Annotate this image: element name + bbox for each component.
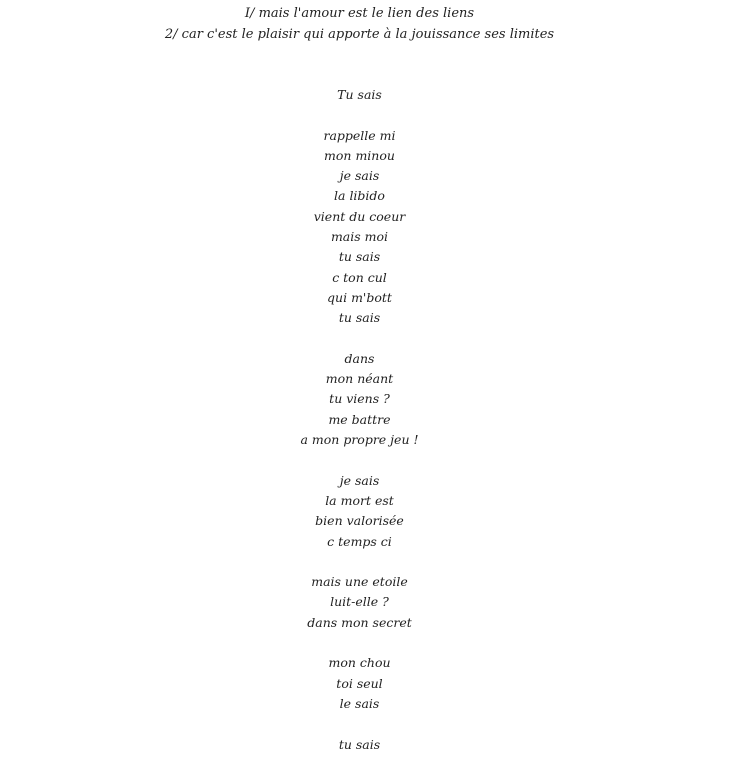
verse: mais une etoile bbox=[311, 574, 408, 590]
verse: dans mon secret bbox=[307, 614, 412, 630]
stanza-2 bbox=[0, 126, 719, 329]
verse: bien valorisée bbox=[315, 513, 404, 529]
stanza-7 bbox=[0, 735, 719, 755]
verse: mon minou bbox=[324, 147, 395, 163]
verse: je sais bbox=[339, 168, 380, 184]
stanza-3 bbox=[0, 349, 719, 450]
stanza-5 bbox=[0, 572, 719, 633]
stanza-4 bbox=[0, 471, 719, 552]
verse: la libido bbox=[334, 188, 385, 204]
verse: tu sais bbox=[338, 310, 381, 326]
verse: rappelle mi bbox=[323, 127, 396, 143]
verse: me battre bbox=[328, 411, 391, 427]
verse: tu viens ? bbox=[329, 391, 390, 407]
verse: la mort est bbox=[325, 492, 394, 508]
verse: toi seul bbox=[336, 675, 383, 691]
stanza-1 bbox=[0, 85, 719, 105]
verse: le sais bbox=[339, 695, 380, 711]
verse: dans bbox=[344, 350, 375, 366]
verse: mon chou bbox=[328, 655, 391, 671]
verse: mon néant bbox=[325, 371, 394, 387]
verse: c temps ci bbox=[327, 533, 392, 549]
stanza-6 bbox=[0, 653, 719, 714]
verse: tu sais bbox=[338, 736, 381, 752]
verse: qui m'bott bbox=[327, 289, 392, 305]
verse: vient du coeur bbox=[313, 208, 406, 224]
epigraph-line-1: I/ mais l'amour est le lien des liens bbox=[244, 6, 475, 21]
epigraph bbox=[0, 4, 719, 45]
epigraph-line-2: 2/ car c'est le plaisir qui apporte à la jouissance ses limites bbox=[164, 26, 555, 42]
verse: tu sais bbox=[338, 249, 381, 265]
verse: mais moi bbox=[330, 229, 389, 245]
verse: a mon propre jeu ! bbox=[300, 432, 419, 448]
poem-body bbox=[0, 85, 719, 755]
verse: c ton cul bbox=[332, 269, 387, 285]
verse: je sais bbox=[339, 472, 380, 488]
verse: luit-elle ? bbox=[330, 594, 389, 610]
verse: Tu sais bbox=[337, 87, 382, 102]
